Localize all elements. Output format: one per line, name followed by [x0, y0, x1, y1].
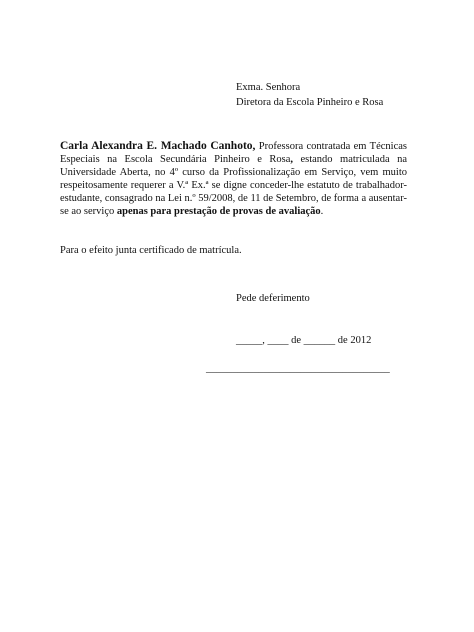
paragraph-end: . [320, 206, 324, 217]
closing-phrase: Pede deferimento [236, 293, 310, 304]
signature-line: ___________________________________ [206, 363, 390, 374]
date-line: _____, ____ de ______ de 2012 [236, 335, 372, 346]
attachment-note: Para o efeito junta certificado de matrícula. [60, 245, 242, 256]
paragraph-emphasis: apenas para prestação de provas de avaliação [116, 206, 321, 217]
recipient-block [236, 80, 383, 110]
paragraph-text-2: estando matriculada na Universidade Aberta, no 4º curso da Profissionalização em Serviço, vem muito respeitosamente requerer a V.ª Ex.ª se digne conceder-lhe estatuto de trabalhador-estudante, consagrado na Lei n.º 59/2008, de 11 de Setembro, de forma a ausentar-se ao serviço [60, 154, 408, 217]
requester-name: Carla Alexandra E. Machado Canhoto, [60, 140, 256, 152]
recipient-title: Diretora da Escola Pinheiro e Rosa [236, 97, 384, 108]
paragraph-comma: , [290, 154, 293, 165]
paragraph-text-1: Professora contratada em Técnicas Especiais na Escola Secundária Pinheiro e Rosa [60, 141, 407, 165]
recipient-salutation: Exma. Senhora [236, 82, 301, 93]
request-paragraph [60, 140, 407, 218]
